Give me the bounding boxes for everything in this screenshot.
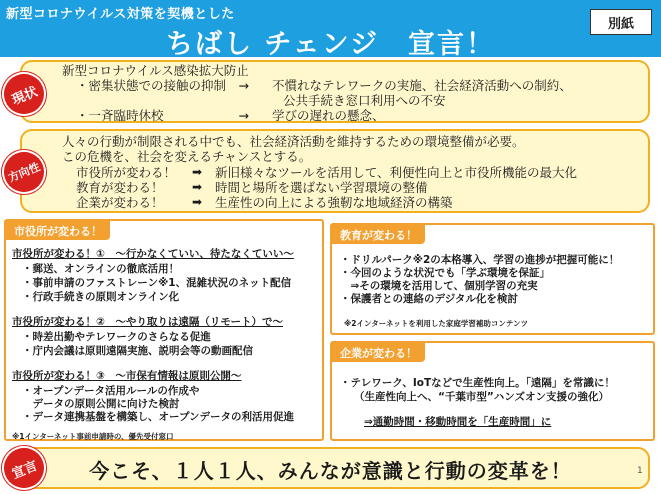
direction-badge: 方向性: [0, 143, 53, 200]
edu-item: ⇒その環境を活用して、個別学習の充実: [340, 280, 538, 292]
biz-item: （生産性向上へ、“千葉市型”ハンズオン支援の強化）: [354, 391, 609, 403]
direction-city-text: 新旧様々なツールを活用して、利便性向上と市役所機能の最大化: [215, 165, 578, 180]
current-line-4: 公共手続き窓口利用への不安: [283, 93, 446, 108]
city-s2-item: ・時差出勤やテレワークのさらなる促進: [22, 331, 211, 343]
direction-biz-label: 企業が変わる！: [76, 195, 164, 210]
city-s3-item: ・データ連携基盤を構築し、オープンデータの利活用促進: [22, 411, 295, 423]
declaration-badge: 宣言: [0, 439, 53, 494]
city-section-2-title: 市役所が変わる！② ～やり取りは遠隔（リモート）で～: [12, 316, 283, 328]
business-panel-heading: 企業が変わる！: [332, 343, 425, 362]
declaration-text: 今こそ、１人１人、みんなが意識と行動の変革を！: [89, 459, 572, 483]
city-section-3-title: 市役所が変わる！③ ～市保有情報は原則公開～: [12, 370, 242, 382]
page-number: 1: [637, 466, 643, 476]
city-s3-item: ・オープンデータ活用ルールの作成や: [22, 385, 200, 397]
page-title: ちばし チェンジ 宣言！: [166, 29, 495, 60]
city-panel-heading: 市役所が変わる！: [6, 221, 110, 240]
biz-emphasis: ⇒通勤時間・移動時間を「生産時間」に: [364, 416, 552, 428]
city-s1-item: ・行政手続きの原則オンライン化: [22, 291, 180, 303]
current-line-2: ・密集状態での接触の抑制 →: [76, 78, 249, 93]
current-line-6: 学びの遅れの懸念、: [272, 108, 385, 123]
education-panel-heading: 教育が変わる！: [332, 225, 425, 244]
direction-edu-text: 時間と場所を選ばない学習環境の整備: [215, 180, 428, 195]
city-section-1-title: 市役所が変わる！① ～行かなくていい、待たなくていい～: [12, 248, 294, 260]
edu-item: ・今回のような状況でも「学ぶ環境を保証」: [340, 267, 550, 279]
arrow-icon: ➡: [192, 180, 203, 194]
direction-city-label: 市役所が変わる！: [76, 165, 177, 180]
city-footnote: ※1インターネット事前申請時の、優先受付窓口: [12, 432, 174, 441]
current-status-badge: 現状: [0, 65, 53, 122]
direction-line-1: 人々の行動が制限される中でも、社会経済活動を維持するための環境整備が必要。: [62, 134, 525, 149]
current-line-3: 不慣れなテレワークの実施、社会経済活動への制約、: [272, 78, 572, 93]
city-s1-item: ・事前申請のファストレーン※1、混雑状況のネット配信: [22, 277, 292, 289]
appendix-tag: 別紙: [590, 9, 652, 35]
city-s2-item: ・庁内会議は原則遠隔実施、説明会等の動画配信: [22, 345, 253, 357]
edu-footnote: ※2インターネットを利用した家庭学習補助コンテンツ: [344, 319, 528, 328]
city-s3-item: データの原則公開に向けた検討: [22, 398, 180, 410]
arrow-icon: ➡: [192, 165, 203, 179]
header-banner: [0, 0, 661, 60]
header-subtitle: 新型コロナウイルス対策を契機とした: [6, 7, 235, 22]
city-s1-item: ・郵送、オンラインの徹底活用！: [22, 263, 180, 275]
direction-edu-label: 教育が変わる！: [76, 180, 164, 195]
current-line-1: 新型コロナウイルス感染拡大防止: [62, 63, 249, 78]
edu-item: ・保護者との連絡のデジタル化を検討: [340, 293, 518, 305]
current-line-5: ・一斉臨時休校 →: [76, 108, 249, 123]
biz-item: ・テレワーク、IoTなどで生産性向上。「遠隔」を常識に！: [340, 377, 615, 389]
edu-item: ・ドリルパーク※2の本格導入、学習の進捗が把握可能に！: [340, 254, 620, 266]
direction-line-2: この危機を、社会を変えるチャンスとする。: [62, 149, 312, 164]
arrow-icon: ➡: [192, 195, 203, 209]
direction-biz-text: 生産性の向上による強靭な地域経済の構築: [215, 195, 453, 210]
